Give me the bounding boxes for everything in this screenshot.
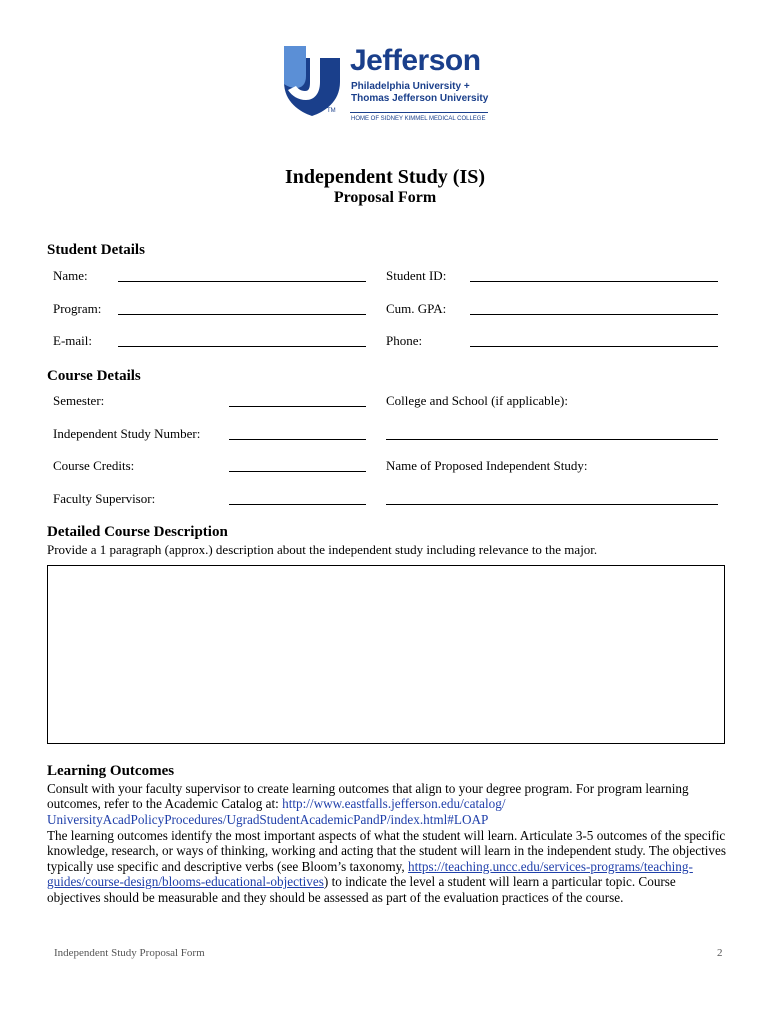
outcomes-p2-text-b: ) to indicate the level a student will learn a particular topic. Course objectives should be measurable and they should be assessed as part of the evaluation practices of the course.	[47, 874, 676, 905]
shield-logo-icon	[284, 46, 340, 116]
logo-rule	[350, 112, 488, 113]
name-field[interactable]	[118, 281, 366, 282]
supervisor-label: Faculty Supervisor:	[53, 491, 156, 506]
learning-outcomes-heading: Learning Outcomes	[47, 763, 175, 779]
blooms-taxonomy-link[interactable]: https://teaching.uncc.edu/services-programs/teaching-guides/course-design/blooms-educational-objectives	[47, 858, 693, 890]
name-label: Name:	[53, 268, 88, 283]
email-label: E-mail:	[53, 333, 92, 348]
student-id-field[interactable]	[470, 281, 718, 282]
description-instruction: Provide a 1 paragraph (approx.) description about the independent study including relevance to the major.	[47, 542, 598, 557]
page-subtitle: Proposal Form	[333, 189, 437, 206]
page-number: 2	[717, 947, 723, 959]
program-field[interactable]	[118, 314, 366, 315]
semester-field[interactable]	[229, 406, 366, 407]
phone-field[interactable]	[470, 346, 718, 347]
outcomes-p1-text: Consult with your faculty supervisor to create learning outcomes that align to your degree program. For program learning outcomes, refer to the Academic Catalog at:	[47, 781, 689, 812]
gpa-field[interactable]	[470, 314, 718, 315]
is-number-field[interactable]	[229, 439, 366, 440]
student-details-heading: Student Details	[47, 242, 145, 258]
catalog-link[interactable]: http://www.eastfalls.jefferson.edu/catalog/ UniversityAcadPolicyProcedures/UgradStudentAcademicPandP/index.html#LOAP	[47, 796, 506, 827]
description-heading: Detailed Course Description	[47, 524, 228, 540]
gpa-label: Cum. GPA:	[386, 301, 447, 316]
semester-label: Semester:	[53, 393, 105, 408]
supervisor-field[interactable]	[229, 504, 366, 505]
credits-label: Course Credits:	[53, 458, 135, 473]
student-id-label: Student ID:	[386, 268, 447, 283]
logo-name: Jefferson	[350, 44, 481, 77]
proposed-name-label: Name of Proposed Independent Study:	[386, 458, 588, 473]
logo-line-1: Philadelphia University +	[351, 81, 470, 92]
logo-tagline: HOME OF SIDNEY KIMMEL MEDICAL COLLEGE	[351, 116, 486, 122]
college-label: College and School (if applicable):	[386, 393, 568, 408]
proposed-name-field[interactable]	[386, 504, 718, 505]
logo-line-2: Thomas Jefferson University	[351, 93, 489, 104]
outcomes-paragraph-1	[47, 781, 727, 827]
page-title: Independent Study (IS)	[284, 166, 486, 188]
email-field[interactable]	[118, 346, 366, 347]
outcomes-paragraph-2	[47, 828, 727, 905]
phone-label: Phone:	[386, 333, 423, 348]
trademark-mark: TM	[327, 108, 336, 114]
course-details-heading: Course Details	[47, 368, 141, 384]
footer-title: Independent Study Proposal Form	[54, 947, 205, 959]
outcomes-p2-text-a: The learning outcomes identify the most important aspects of what the student will learn. Articulate 3-5 outcomes of the specific knowledge, research, or ways of thinking, working and acting that the student will learn in the independent study. The objectives typically use specific and descriptive verbs (see Bloom’s taxonomy,	[47, 828, 726, 874]
description-textarea[interactable]	[47, 565, 725, 744]
credits-field[interactable]	[229, 471, 366, 472]
program-label: Program:	[53, 301, 102, 316]
is-number-label: Independent Study Number:	[53, 426, 201, 441]
college-field[interactable]	[386, 439, 718, 440]
